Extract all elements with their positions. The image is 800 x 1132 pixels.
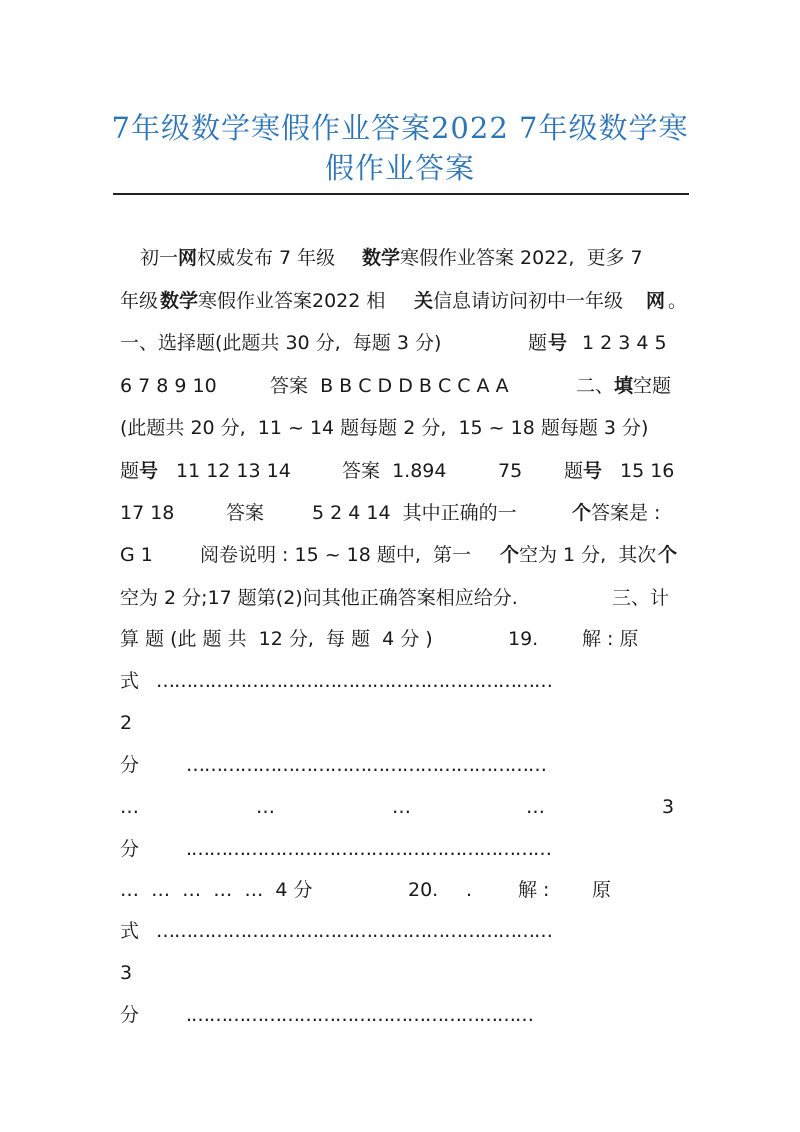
text: 算 题 (此 题 共 12 分, 每 题 4 分 ) (120, 628, 433, 650)
text: 75 (498, 460, 523, 482)
text: 初一 (140, 247, 179, 269)
text: 原 (592, 879, 612, 901)
text: 号 (548, 332, 568, 354)
text: 网 (646, 290, 666, 312)
body-line-1 (120, 241, 690, 275)
text: 权威发布 7 年级 (197, 247, 336, 269)
text: 。 (668, 290, 688, 312)
body-line-16 (120, 873, 690, 907)
text: 寒假作业答案2022 相 (198, 290, 386, 312)
document-title-line-1: 7年级数学寒假作业答案2022 7年级数学寒 (111, 111, 689, 145)
text: 空为 1 分, 其次 (519, 544, 657, 566)
text: 数学 (362, 247, 401, 269)
text: 二、 (576, 375, 615, 397)
text: … … … … … 4 分 (120, 879, 313, 901)
text: 号 (139, 460, 159, 482)
text: … (256, 796, 275, 818)
body-line-19 (120, 998, 690, 1032)
text: 题 (528, 332, 548, 354)
text: 式 (120, 920, 140, 942)
body-line-14 (120, 790, 690, 824)
text: 信息请访问初中一年级 (433, 290, 624, 312)
text: 17 18 (120, 502, 175, 524)
text: 寒假作业答案 2022, 更多 7 (400, 247, 643, 269)
text: 个 (500, 544, 520, 566)
text: 个 (572, 502, 592, 524)
text: 数学 (160, 290, 199, 312)
text: 网 (178, 247, 198, 269)
text: .…………………………………………………… (186, 838, 552, 860)
text: 空为 2 分;17 题第(2)问其他正确答案相应给分. (120, 587, 518, 609)
text: 答案是 : (591, 502, 661, 524)
body-line-10 (120, 622, 690, 656)
body-line-6 (120, 454, 690, 488)
text: 5 2 4 14 其中正确的一 (312, 502, 517, 524)
text: G 1 (120, 544, 153, 566)
text: ………………………………………………………… (156, 670, 552, 692)
body-line-2 (120, 284, 690, 318)
text: 三、计 (612, 587, 670, 609)
text: 11 12 13 14 (176, 460, 291, 482)
text: 答案 (226, 502, 265, 524)
body-line-17 (120, 914, 690, 948)
text: … (120, 796, 139, 818)
body-line-15 (120, 832, 690, 866)
text: 解 : 原 (582, 628, 639, 650)
text: 20. (408, 879, 439, 901)
body-line-4 (120, 369, 690, 403)
text: 6 7 8 9 10 (120, 375, 217, 397)
text: 式 (120, 670, 140, 692)
text: 年级 (120, 290, 159, 312)
text: 19. (508, 628, 539, 650)
text: … (526, 796, 545, 818)
text: 答案 1.894 (342, 460, 447, 482)
text: 分 (120, 1004, 140, 1026)
body-line-9 (120, 581, 690, 615)
text: ………………………………………………………… (156, 920, 552, 942)
document-title-line-2: 假作业答案 (324, 151, 475, 185)
body-line-7 (120, 496, 690, 530)
text: 3 (662, 796, 675, 818)
text: 阅卷说明 : 15 ~ 18 题中, 第一 (200, 544, 471, 566)
text: 分 (120, 754, 140, 776)
body-line-3 (120, 326, 690, 360)
body-line-5 (120, 411, 690, 445)
body-line-18 (120, 956, 690, 990)
text: 一、选择题(此题共 30 分, 每题 3 分) (120, 332, 442, 354)
title-divider (113, 193, 689, 195)
text: 号 (583, 460, 603, 482)
body-line-8 (120, 538, 690, 572)
text: 15 16 (620, 460, 675, 482)
body-line-13 (120, 748, 690, 782)
text: … (392, 796, 411, 818)
body-line-12 (120, 706, 690, 740)
body-line-11 (120, 664, 690, 698)
text: 分 (120, 838, 140, 860)
text: (此题共 20 分, 11 ~ 14 题每题 2 分, 15 ~ 18 题每题 3 分) (120, 417, 649, 439)
text: 答案 B B C D D B C C A A (270, 375, 509, 397)
text: 解 : (518, 879, 550, 901)
text: 1 2 3 4 5 (582, 332, 667, 354)
text: 关 (414, 290, 434, 312)
text: 3 (120, 962, 133, 984)
text: 填 (614, 375, 634, 397)
text: 个 (658, 544, 678, 566)
text: 空题 (633, 375, 672, 397)
text: 题 (564, 460, 584, 482)
text: 2 (120, 712, 133, 734)
text: . (466, 879, 473, 901)
text: 题 (120, 460, 140, 482)
text: .………………………………………………… (186, 1004, 534, 1026)
text: …………………………………………………… (186, 754, 546, 776)
